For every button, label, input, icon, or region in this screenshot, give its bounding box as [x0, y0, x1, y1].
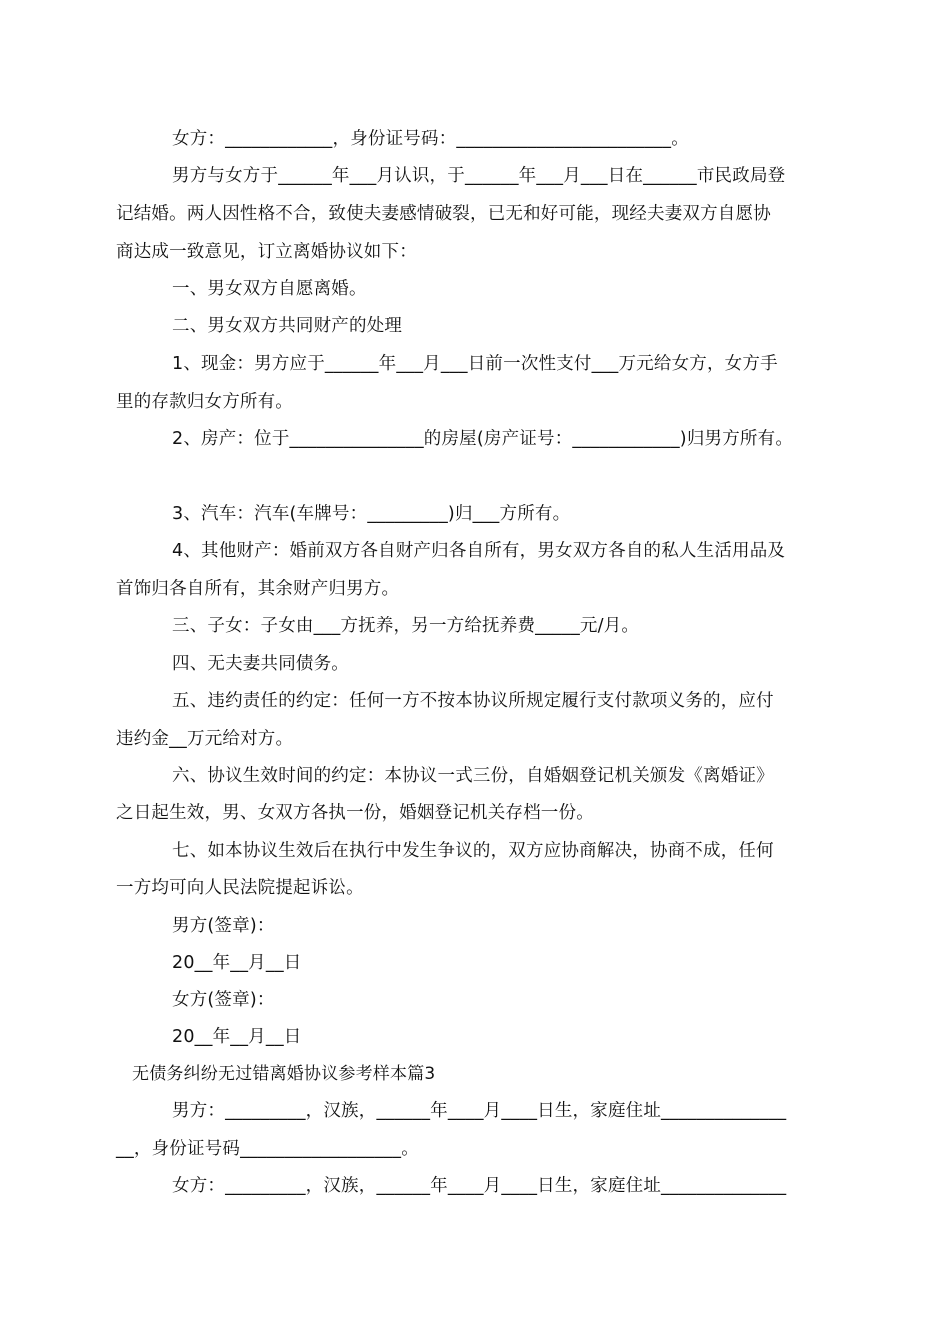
female-signature-label: 女方(签章)：	[172, 990, 275, 1010]
male-party-info-line: 男方：_________，汉族，______年____月____日生，家庭住址______________	[172, 1101, 787, 1121]
debt-clause: 四、无夫妻共同债务。	[172, 654, 349, 674]
male-signature-date: 20__年__月__日	[172, 953, 302, 973]
effective-clause-line: 之日起生效，男、女双方各执一份，婚姻登记机关存档一份。	[116, 803, 594, 823]
dispute-clause-line: 七、如本协议生效后在执行中发生争议的，双方应协商解决，协商不成，任何	[172, 841, 774, 861]
paragraph-line: 记结婚。两人因性格不合，致使夫妻感情破裂，已无和好可能，现经夫妻双方自愿协	[116, 204, 771, 224]
male-signature-label: 男方(签章)：	[172, 916, 275, 936]
effective-clause-line: 六、协议生效时间的约定：本协议一式三份，自婚姻登记机关颁发《离婚证》	[172, 766, 774, 786]
other-property-line: 首饰归各自所有，其余财产归男方。	[116, 579, 400, 599]
other-property-line: 4、其他财产：婚前双方各自财产归各自所有，男女双方各自的私人生活用品及	[172, 541, 786, 561]
acquaintance-marriage-line: 男方与女方于______年___月认识，于______年___月___日在______市民政局登	[172, 166, 786, 186]
car-clause-line: 3、汽车：汽车(车牌号：_________)归___方所有。	[172, 504, 571, 524]
male-party-id-line: __，身份证号码__________________。	[116, 1139, 419, 1159]
breach-clause-line: 五、违约责任的约定：任何一方不按本协议所规定履行支付款项义务的，应付	[172, 691, 774, 711]
paragraph-line: 商达成一致意见，订立离婚协议如下：	[116, 242, 417, 262]
female-signature-date: 20__年__月__日	[172, 1027, 302, 1047]
dispute-clause-line: 一方均可向人民法院提起诉讼。	[116, 878, 364, 898]
female-party-info-line: 女方：_________，汉族，______年____月____日生，家庭住址______________	[172, 1176, 787, 1196]
cash-clause-line: 里的存款归女方所有。	[116, 392, 293, 412]
cash-clause-line: 1、现金：男方应于______年___月___日前一次性支付___万元给女方，女方手	[172, 354, 778, 374]
house-clause-line: 2、房产：位于_______________的房屋(房产证号：____________)归男方所有。	[172, 429, 794, 449]
children-clause: 三、子女：子女由___方抚养，另一方给抚养费_____元/月。	[172, 616, 640, 636]
sample-section-title: 无债务纠纷无过错离婚协议参考样本篇3	[132, 1064, 436, 1084]
clause-1: 一、男女双方自愿离婚。	[172, 279, 367, 299]
female-party-id-line: 女方：____________，身份证号码：________________________。	[172, 129, 689, 149]
breach-clause-line: 违约金__万元给对方。	[116, 729, 294, 749]
clause-2-heading: 二、男女双方共同财产的处理	[172, 316, 403, 336]
